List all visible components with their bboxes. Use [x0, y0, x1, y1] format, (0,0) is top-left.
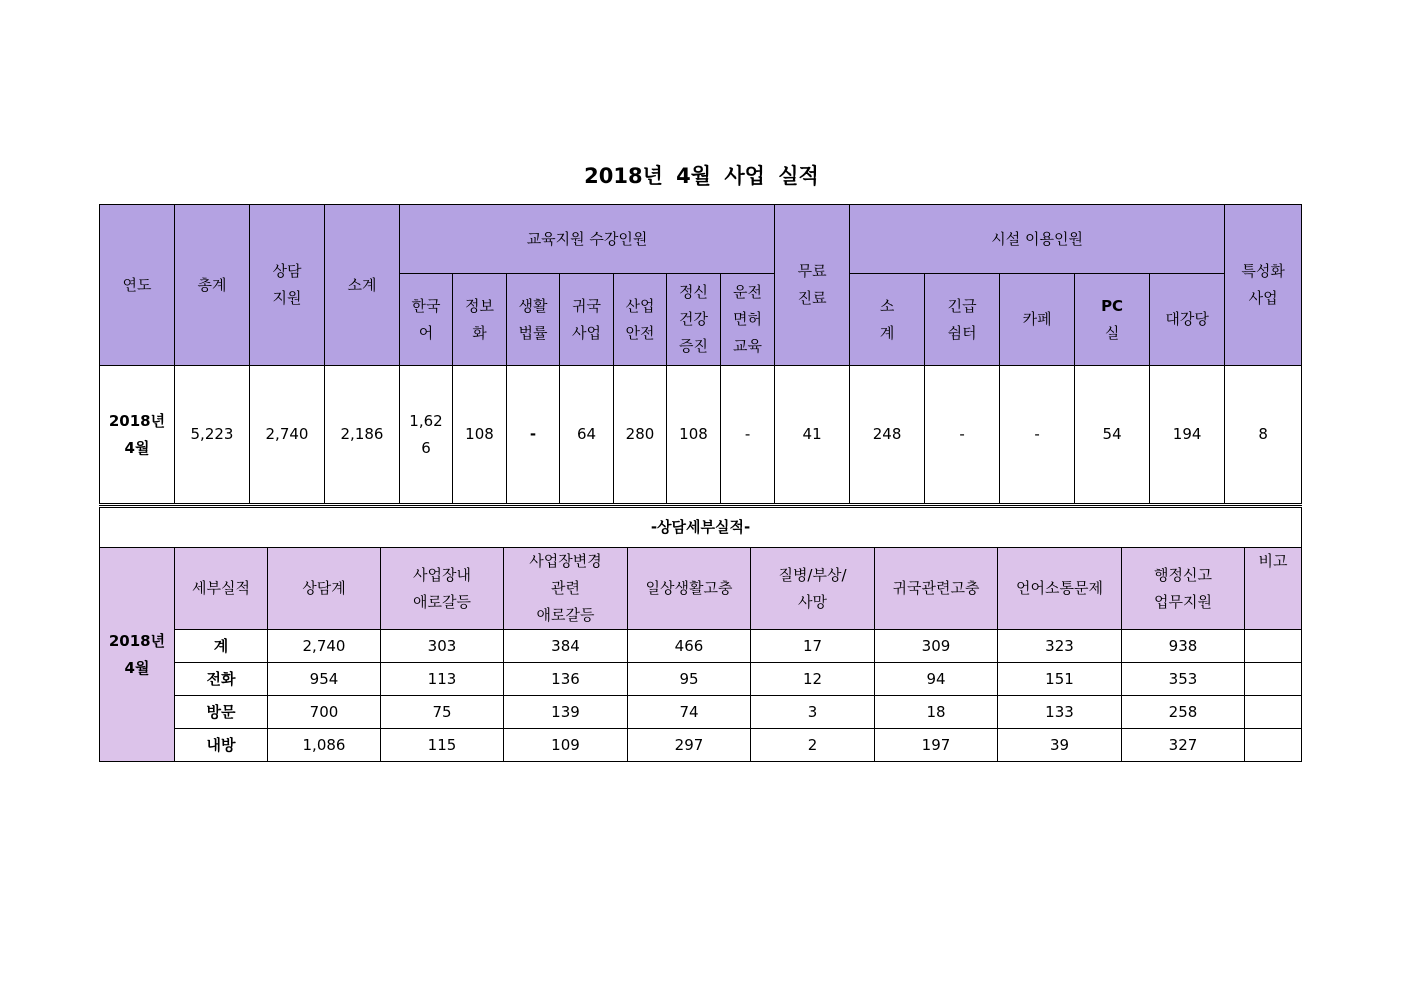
detail-header-category: 세부실적 — [175, 548, 268, 630]
cell: 1,086 — [268, 729, 381, 762]
header-edu-return: 귀국 사업 — [560, 274, 614, 366]
header-medical: 무료 진료 — [775, 205, 850, 366]
cell: 2 — [751, 729, 875, 762]
detail-header-daily-life: 일상생활고충 — [628, 548, 751, 630]
table-row — [100, 630, 1302, 663]
table-row — [100, 366, 1302, 504]
header-counsel: 상담 지원 — [250, 205, 325, 366]
cell — [1245, 663, 1302, 696]
header-edu-mental: 정신 건강 증진 — [667, 274, 721, 366]
header-facility-group: 시설 이용인원 — [850, 205, 1225, 274]
cell: 113 — [381, 663, 504, 696]
cell: 258 — [1122, 696, 1245, 729]
cell: 303 — [381, 630, 504, 663]
cell-fac-shelter: - — [925, 366, 1000, 504]
cell: 94 — [875, 663, 998, 696]
detail-year: 2018년 4월 — [100, 548, 175, 762]
cell: 39 — [998, 729, 1122, 762]
cell: 95 — [628, 663, 751, 696]
cell — [1245, 630, 1302, 663]
cell — [1245, 696, 1302, 729]
detail-header-workplace: 사업장내 애로갈등 — [381, 548, 504, 630]
cell: 323 — [998, 630, 1122, 663]
cell-fac-subtotal: 248 — [850, 366, 925, 504]
cell-edu-it: 108 — [453, 366, 507, 504]
cell-fac-hall: 194 — [1150, 366, 1225, 504]
detail-header-return: 귀국관련고충 — [875, 548, 998, 630]
row-label: 전화 — [175, 663, 268, 696]
row-year: 2018년 4월 — [100, 366, 175, 504]
detail-header-remarks: 비고 — [1245, 548, 1302, 630]
cell-special: 8 — [1225, 366, 1302, 504]
header-edu-korean: 한국 어 — [400, 274, 453, 366]
cell: 136 — [504, 663, 628, 696]
table-row — [100, 663, 1302, 696]
detail-header-workplace-change: 사업장변경 관련 애로갈등 — [504, 548, 628, 630]
header-edu-law: 생활 법률 — [507, 274, 560, 366]
row-label: 내방 — [175, 729, 268, 762]
cell-edu-return: 64 — [560, 366, 614, 504]
cell-total: 5,223 — [175, 366, 250, 504]
header-year: 연도 — [100, 205, 175, 366]
header-edu-safety: 산업 안전 — [614, 274, 667, 366]
table-row — [100, 729, 1302, 762]
cell: 353 — [1122, 663, 1245, 696]
header-special: 특성화 사업 — [1225, 205, 1302, 366]
cell — [1245, 729, 1302, 762]
cell-fac-cafe: - — [1000, 366, 1075, 504]
table-row — [100, 696, 1302, 729]
cell: 12 — [751, 663, 875, 696]
header-edu-group: 교육지원 수강인원 — [400, 205, 775, 274]
cell-edu-korean: 1,62 6 — [400, 366, 453, 504]
cell: 954 — [268, 663, 381, 696]
row-label: 계 — [175, 630, 268, 663]
cell: 2,740 — [268, 630, 381, 663]
cell-edu-mental: 108 — [667, 366, 721, 504]
header-fac-cafe: 카페 — [1000, 274, 1075, 366]
detail-table — [99, 505, 1302, 762]
header-edu-it: 정보 화 — [453, 274, 507, 366]
header-fac-shelter: 긴급 쉼터 — [925, 274, 1000, 366]
detail-header-admin: 행정신고 업무지원 — [1122, 548, 1245, 630]
cell: 151 — [998, 663, 1122, 696]
section-title: -상담세부실적- — [100, 507, 1302, 548]
detail-header-illness: 질병/부상/ 사망 — [751, 548, 875, 630]
cell: 938 — [1122, 630, 1245, 663]
page-title: 2018년 4월 사업 실적 — [584, 164, 819, 188]
header-fac-pc: PC 실 — [1075, 274, 1150, 366]
cell: 466 — [628, 630, 751, 663]
cell-edu-law: - — [507, 366, 560, 504]
cell: 384 — [504, 630, 628, 663]
cell-edu-driving: - — [721, 366, 775, 504]
cell: 197 — [875, 729, 998, 762]
row-label: 방문 — [175, 696, 268, 729]
cell: 700 — [268, 696, 381, 729]
detail-header-language: 언어소통문제 — [998, 548, 1122, 630]
header-fac-hall: 대강당 — [1150, 274, 1225, 366]
cell: 115 — [381, 729, 504, 762]
cell: 297 — [628, 729, 751, 762]
cell-edu-safety: 280 — [614, 366, 667, 504]
cell: 75 — [381, 696, 504, 729]
cell: 17 — [751, 630, 875, 663]
cell-fac-pc: 54 — [1075, 366, 1150, 504]
cell: 109 — [504, 729, 628, 762]
detail-header-total: 상담계 — [268, 548, 381, 630]
header-subtotal: 소계 — [325, 205, 400, 366]
cell: 18 — [875, 696, 998, 729]
cell-subtotal: 2,186 — [325, 366, 400, 504]
cell: 74 — [628, 696, 751, 729]
cell: 309 — [875, 630, 998, 663]
cell: 327 — [1122, 729, 1245, 762]
cell: 3 — [751, 696, 875, 729]
summary-table — [99, 204, 1302, 504]
cell: 139 — [504, 696, 628, 729]
header-fac-subtotal: 소 계 — [850, 274, 925, 366]
header-total: 총계 — [175, 205, 250, 366]
cell-medical: 41 — [775, 366, 850, 504]
cell: 133 — [998, 696, 1122, 729]
cell-counsel: 2,740 — [250, 366, 325, 504]
header-edu-driving: 운전 면허 교육 — [721, 274, 775, 366]
